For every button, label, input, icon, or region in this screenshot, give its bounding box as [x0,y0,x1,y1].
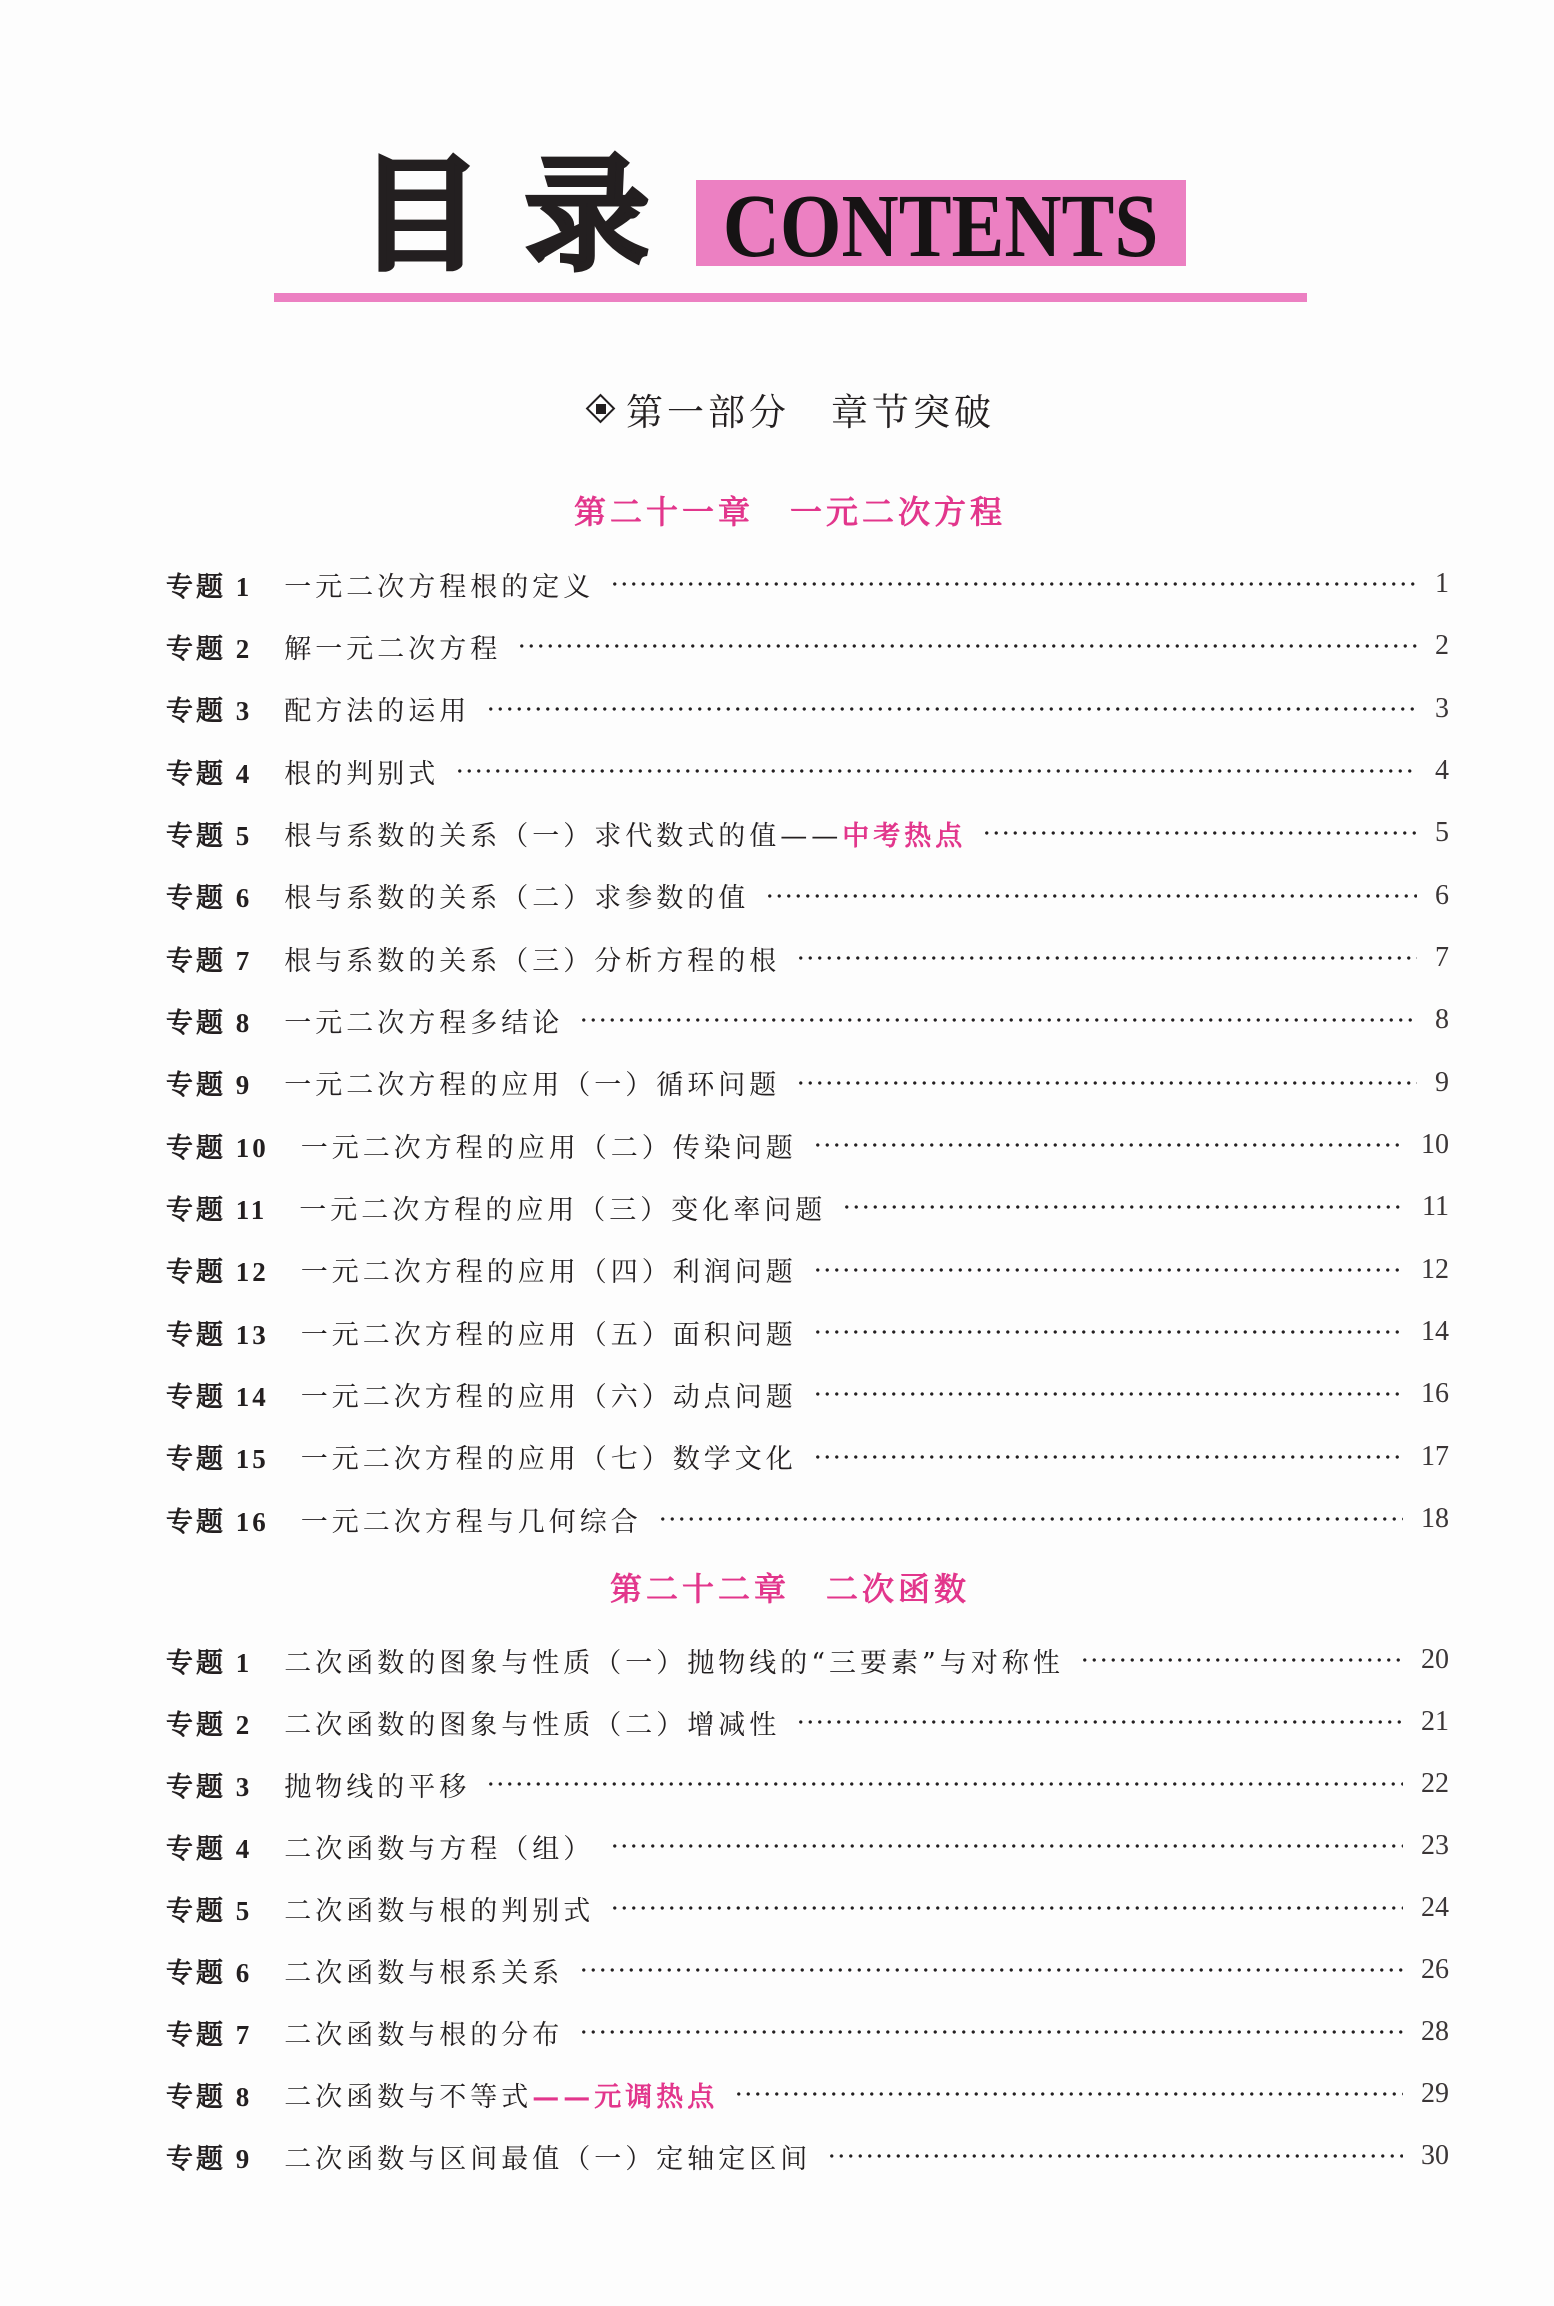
topic-title-text: 一元二次方程根的定义 [284,571,595,603]
page-number: 21 [1421,1706,1449,1737]
dot-leader [813,1454,1403,1460]
topic-title [284,689,470,728]
topic-title-text: 抛物线的平移 [284,1771,471,1803]
page-number: 5 [1435,817,1449,849]
dot-leader [486,706,1417,712]
topic-title [284,876,749,915]
topic-title [284,814,966,853]
page-number: 28 [1421,2016,1449,2047]
topic-label: 专题 1 [166,571,253,602]
dot-leader [658,1516,1403,1522]
topic-title-text: 解一元二次方程 [284,633,502,665]
toc-entry [166,1426,1449,1488]
toc-entry [166,1753,1449,1815]
topic-label: 专题 16 [166,1506,269,1537]
page-number: 30 [1421,2140,1449,2171]
toc-entry [166,1114,1449,1176]
page-number: 11 [1422,1191,1449,1223]
topic-title-text: 配方法的运用 [284,696,471,728]
toc-entry [166,2063,1449,2125]
topic-title-text: 一元二次方程的应用（七）数学文化 [300,1444,797,1476]
topic-title [284,565,594,604]
page-number: 3 [1435,692,1449,724]
topic-label: 专题 6 [166,883,253,914]
topic-title-text: 二次函数与根的判别式 [284,1895,595,1927]
topic-title [301,1126,797,1165]
topic-label: 专题 6 [166,1957,253,1988]
topic-title [284,1001,563,1040]
dot-leader [579,1017,1417,1023]
topic-title-text: 根与系数的关系（一）求代数式的值—— [284,820,843,852]
topic-label: 专题 2 [166,633,253,664]
dot-leader [765,893,1417,899]
part-title: 第一部分 章节突破 [626,391,995,434]
topic-title-text: 二次函数的图象与性质（二）增减性 [284,1709,781,1741]
dot-leader [842,1204,1404,1210]
topic-label: 专题 5 [166,1895,253,1926]
topic-title [284,1889,594,1928]
topic-title [284,2013,563,2052]
topic-title-text: 一元二次方程的应用（二）传染问题 [300,1132,797,1164]
toc-title-cn: 目 录 [358,144,650,288]
toc-entry [166,1877,1449,1939]
page-number: 29 [1421,2078,1449,2109]
toc-entry [166,1301,1449,1363]
toc-entry [166,1052,1449,1114]
topic-title [284,1951,563,1990]
topic-title [284,1641,1064,1680]
topic-label: 专题 9 [166,2143,253,2174]
page-number: 10 [1421,1129,1449,1161]
diamond-marker-icon [586,394,616,424]
topic-title [301,1250,797,1289]
toc-entry [166,927,1449,989]
toc-entry [166,740,1449,802]
topic-title [284,627,501,666]
toc-entry [166,1815,1449,1877]
topic-label: 专题 9 [166,1070,253,1101]
dot-leader [579,1967,1403,1973]
page-number: 14 [1421,1316,1449,1348]
chapter-topic-list [166,553,1449,1550]
topic-label: 专题 1 [166,1647,253,1678]
toc-entry [166,1691,1449,1753]
page-number: 4 [1435,755,1449,787]
page-number: 7 [1435,942,1449,974]
topic-title-text: 一元二次方程的应用（一）循环问题 [284,1070,781,1102]
toc-entry [166,2001,1449,2063]
chapter-heading: 第二十一章 一元二次方程 [573,493,1006,531]
topic-label: 专题 14 [166,1381,269,1412]
topic-label: 专题 10 [166,1132,269,1163]
topic-label: 专题 4 [166,758,253,789]
dot-leader [813,1329,1403,1335]
topic-title-text: 二次函数与方程（组） [284,1833,595,1865]
topic-label: 专题 3 [166,1771,253,1802]
toc-entry [166,553,1449,615]
page-number: 12 [1421,1253,1449,1285]
dot-leader [796,955,1417,961]
topic-title-text: 二次函数与根的分布 [284,2019,564,2051]
topic-label: 专题 7 [166,2019,253,2050]
dot-leader [517,643,1417,649]
toc-entry [166,678,1449,740]
topic-title [284,1063,780,1102]
part-heading [586,384,995,434]
topic-title [284,2137,811,2176]
topic-title [284,2075,718,2114]
chapter-heading: 第二十二章 二次函数 [609,1570,970,1608]
topic-title [301,1500,642,1539]
topic-title-text: 根与系数的关系（三）分析方程的根 [284,945,781,977]
page-number: 1 [1435,568,1449,600]
dot-leader [796,1719,1403,1725]
topic-title [301,1375,797,1414]
hot-topic-tag: 中考热点 [842,820,967,852]
topic-title [299,1188,826,1227]
page-number: 22 [1421,1768,1449,1799]
topic-title-text: 二次函数与不等式 [284,2081,533,2113]
topic-title-text: 根与系数的关系（二）求参数的值 [284,883,750,915]
topic-title [284,1765,470,1804]
dot-leader [610,1843,1403,1849]
contents-banner [696,180,1186,266]
topic-label: 专题 8 [166,1007,253,1038]
topic-title-text: 二次函数与根系关系 [284,1957,564,1989]
dot-leader [813,1391,1403,1397]
topic-title [301,1313,797,1352]
toc-entry [166,1239,1449,1301]
page-number: 26 [1421,1954,1449,1985]
topic-title-text: 根的判别式 [284,758,440,790]
topic-label: 专题 15 [166,1444,269,1475]
dot-leader [982,830,1417,836]
toc-entry [166,802,1449,864]
topic-title-text: 一元二次方程的应用（三）变化率问题 [299,1194,827,1226]
page-number: 24 [1421,1892,1449,1923]
topic-title-text: 二次函数的图象与性质（一）抛物线的“三要素”与对称性 [284,1647,1064,1679]
chapter-topic-list [166,1629,1449,2187]
topic-title [301,1437,797,1476]
page-number: 8 [1435,1004,1449,1036]
toc-entry [166,1176,1449,1238]
topic-title-text: 一元二次方程多结论 [284,1007,564,1039]
toc-entry [166,1629,1449,1691]
dot-leader [610,581,1417,587]
toc-title-en: CONTENTS [723,180,1159,266]
topic-label: 专题 12 [166,1257,269,1288]
topic-title [284,1703,780,1742]
page-number: 6 [1435,879,1449,911]
dot-leader [813,1267,1403,1273]
topic-label: 专题 2 [166,1709,253,1740]
topic-title [284,1827,594,1866]
topic-label: 专题 8 [166,2081,253,2112]
dot-leader [827,2153,1403,2159]
toc-entry [166,2125,1449,2187]
toc-entry [166,989,1449,1051]
dot-leader [796,1080,1417,1086]
topic-label: 专题 5 [166,820,253,851]
page-number: 17 [1421,1440,1449,1472]
page-number: 2 [1435,630,1449,662]
topic-title-text: 二次函数与区间最值（一）定轴定区间 [284,2143,812,2175]
page-number: 16 [1421,1378,1449,1410]
topic-title-text: 一元二次方程的应用（四）利润问题 [300,1257,797,1289]
dot-leader [455,768,1417,774]
dot-leader [734,2091,1403,2097]
topic-label: 专题 3 [166,696,253,727]
toc-entry [166,1488,1449,1550]
dot-leader [610,1905,1403,1911]
page-number: 18 [1421,1503,1449,1535]
dot-leader [1080,1657,1403,1663]
page-number: 9 [1435,1066,1449,1098]
topic-title-text: 一元二次方程的应用（六）动点问题 [300,1381,797,1413]
title-underline [274,293,1307,302]
topic-title [284,752,439,791]
dot-leader [579,2029,1403,2035]
topic-label: 专题 4 [166,1833,253,1864]
page-number: 20 [1421,1644,1449,1675]
dot-leader [813,1142,1403,1148]
dot-leader [486,1781,1403,1787]
topic-title-text: 一元二次方程与几何综合 [300,1506,642,1538]
toc-entry [166,1939,1449,2001]
toc-entry [166,615,1449,677]
topic-label: 专题 7 [166,945,253,976]
hot-topic-tag: ——元调热点 [532,2081,719,2113]
page-number: 23 [1421,1830,1449,1861]
topic-label: 专题 11 [166,1194,268,1225]
toc-entry [166,1363,1449,1425]
topic-title-text: 一元二次方程的应用（五）面积问题 [300,1319,797,1351]
topic-label: 专题 13 [166,1319,269,1350]
topic-title [284,939,780,978]
toc-entry [166,865,1449,927]
